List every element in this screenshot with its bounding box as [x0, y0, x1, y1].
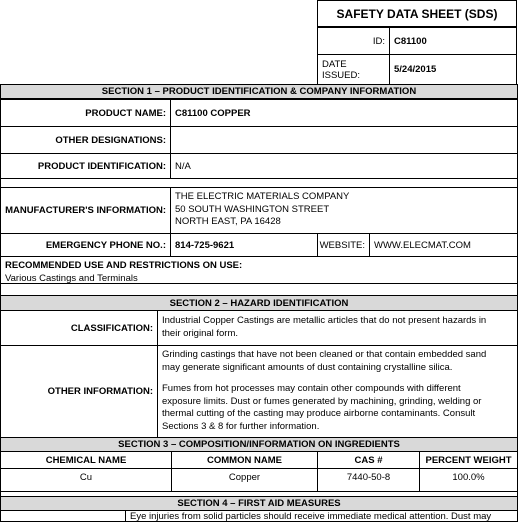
- other-designations-label: OTHER DESIGNATIONS:: [0, 126, 171, 154]
- other-info-line: exposure limits. Dust or fumes generated by machining, grinding, welding or: [162, 395, 482, 407]
- other-info-line: may generate significant amounts of dust containing crystalline silica.: [162, 361, 453, 373]
- recommended-use-block: [0, 256, 518, 284]
- column-header-chemical-name: CHEMICAL NAME: [0, 451, 172, 469]
- section-2-title: SECTION 2 – HAZARD IDENTIFICATION: [0, 295, 518, 311]
- table-cell-percent-weight: 100.0%: [419, 468, 518, 492]
- doc-title: SAFETY DATA SHEET (SDS): [317, 0, 517, 27]
- column-header-percent-weight: PERCENT WEIGHT: [419, 451, 518, 469]
- product-identification-value: N/A: [170, 153, 518, 179]
- first-aid-value: Eye injuries from solid particles should receive immediate medical attention. Dust may: [125, 510, 518, 522]
- recommended-use-label: RECOMMENDED USE AND RESTRICTIONS ON USE:: [5, 260, 243, 271]
- first-aid-label-cell: [0, 510, 126, 522]
- emergency-phone-label: EMERGENCY PHONE NO.:: [0, 233, 171, 257]
- date-issued-value: 5/24/2015: [389, 54, 517, 85]
- classification-value: [157, 310, 518, 346]
- other-info-line: thermal cutting of the casting may produce airborne contaminants. Consult: [162, 408, 476, 419]
- manufacturer-line: NORTH EAST, PA 16428: [175, 216, 281, 227]
- other-information-value: [157, 345, 518, 438]
- manufacturer-line: THE ELECTRIC MATERIALS COMPANY: [175, 191, 350, 202]
- column-header-cas: CAS #: [317, 451, 420, 469]
- id-label: ID:: [317, 27, 390, 55]
- other-info-line: Grinding castings that have not been cleaned or that contain embedded sand: [162, 349, 487, 360]
- column-header-common-name: COMMON NAME: [171, 451, 318, 469]
- section-4-title: SECTION 4 – FIRST AID MEASURES: [0, 496, 518, 511]
- other-information-label: OTHER INFORMATION:: [0, 345, 158, 438]
- product-identification-label: PRODUCT IDENTIFICATION:: [0, 153, 171, 179]
- table-cell-chemical-name: Cu: [0, 468, 172, 492]
- manufacturer-line: 50 SOUTH WASHINGTON STREET: [175, 203, 330, 215]
- section-1-title: SECTION 1 – PRODUCT IDENTIFICATION & COMPANY INFORMATION: [0, 84, 518, 99]
- product-name-label: PRODUCT NAME:: [0, 99, 171, 127]
- manufacturer-value: [170, 187, 518, 234]
- table-cell-cas: 7440-50-8: [317, 468, 420, 492]
- recommended-use-value: Various Castings and Terminals: [5, 272, 138, 284]
- manufacturer-label: MANUFACTURER'S INFORMATION:: [0, 187, 171, 234]
- website-label: WEBSITE:: [317, 233, 370, 257]
- id-value: C81100: [389, 27, 517, 55]
- classification-line: their original form.: [162, 327, 239, 339]
- date-issued-label: DATE ISSUED:: [317, 54, 390, 85]
- website-value[interactable]: WWW.ELECMAT.COM: [369, 233, 518, 257]
- classification-label: CLASSIFICATION:: [0, 310, 158, 346]
- table-cell-common-name: Copper: [171, 468, 318, 492]
- emergency-phone-value: 814-725-9621: [170, 233, 318, 257]
- other-info-line: Sections 3 & 8 for further information.: [162, 420, 320, 432]
- other-info-line: Fumes from hot processes may contain other compounds with different: [162, 383, 461, 394]
- product-name-value: C81100 COPPER: [170, 99, 518, 127]
- section-3-title: SECTION 3 – COMPOSITION/INFORMATION ON INGREDIENTS: [0, 437, 518, 452]
- classification-line: Industrial Copper Castings are metallic articles that do not present hazards in: [162, 315, 487, 326]
- other-designations-value: [170, 126, 518, 154]
